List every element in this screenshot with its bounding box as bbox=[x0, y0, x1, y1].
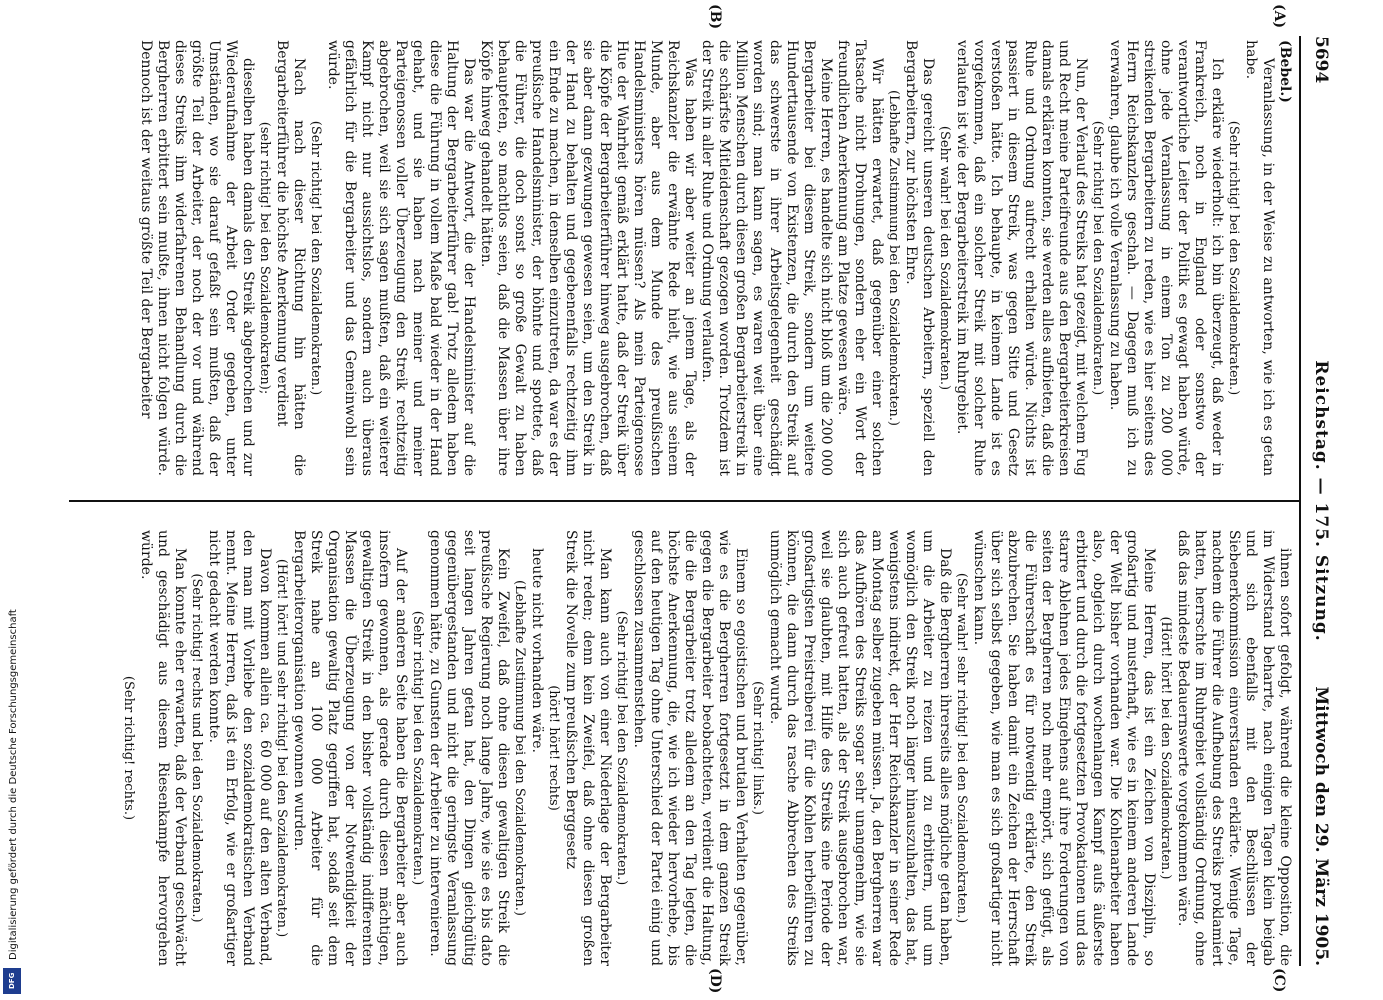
page-number: 5694 bbox=[1311, 36, 1331, 84]
left-paragraph: Ich erkläre wiederholt: ich bin überzeugt, daß weder in Frankreich, noch in England oder sonstwo der verantwortliche Leiter der Politik es gewagt haben würde, ohne jede Veranlassung in einem Ton zu 200 000 streikenden Bergarbeitern zu reden, wie es hier seitens des Herrn Reichskanzlers geschah. — Dagegen muß ich zu verwahren, glaube ich volle Veranlassung zu haben. bbox=[1107, 40, 1225, 476]
left-interjection: (sehr richtig! bei den Sozialdemokraten); bbox=[257, 121, 272, 395]
right-interjection: (hört! hört! rechts) bbox=[546, 685, 561, 811]
right-interjection: (Sehr wahr! sehr richtig! bei den Sozialdemokraten.) bbox=[954, 572, 969, 924]
left-paragraph: Veranlassung, in der Weise zu antworten, wie ich es getan habe. bbox=[1243, 40, 1276, 476]
margin-marker-b: (B) bbox=[707, 4, 723, 30]
left-text-column bbox=[73, 40, 1293, 476]
right-paragraph: Meine Herren, das ist ein Zeichen von Disziplin, so großartig und musterhaft, wie es in keinem anderen Lande der Welt bisher vorhanden war. Die Kohlenarbeiter haben also, obgleich durch wochenlangen Kampf aufs äußerste erbittert und durch die fortgesetzten Provokationen und das starre Ablehnen jedes Eingehens auf ihre Forderungen von seiten der Bergherren noch mehr empört, sich gefügt, als die Führerschaft es für notwendig erklärte, den Streik abzubrechen. Sie haben damit ein Zeichen der Herrschaft über sich selbst gegeben, wie man es sich großartiger nicht wünschen kann. bbox=[971, 530, 1157, 966]
left-paragraph: dieselben haben damals den Streik abgebrochen und zur Wiederaufnahme der Arbeit Order gegeben, unter Umständen, wo sie darauf gefaßt sein mußten, daß der größte Teil der Arbeiter, der noch der vor und während dieses Streiks ihm widerfahrenen Behandlung durch die Bergherren erbittert sein mußte, ihnen nicht folgen würde. Dennoch ist der weitaus größte Teil der Bergarbeiter bbox=[138, 40, 256, 476]
dfg-logo: DFG bbox=[3, 968, 21, 994]
right-interjection: (Sehr richtig! rechts.) bbox=[121, 675, 136, 821]
right-interjection: (Sehr richtig! rechts und bei den Sozialdemokraten.) bbox=[189, 573, 204, 923]
right-paragraph: Auf der anderen Seite haben die Bergarbeiter aber auch insofern gewonnen, als gerade durch diesen mächtigen, gewaltigen Streik in den bisher vollständig indifferenten Massen die Überzeugung von der Notwendigkeit der Organisation gewaltig Platz gegriffen hat, sodaß seit dem Streik nahe an 100 000 Arbeiter für die Bergarbeiterorganisation gewonnen wurden. bbox=[291, 530, 409, 966]
left-interjection: (Sehr richtig! bei den Sozialdemokraten.) bbox=[1090, 120, 1105, 396]
left-paragraph: Was haben wir aber weiter an jenem Tage, als der Reichskanzler die erwähnte Rede hielt, wie aus seinem Munde, aber aus dem Munde des preußischen Handelsministers hören müssen? Als mein Parteigenosse Hue der Wahrheit gemäß erklärt hatte, daß der Streik über die Köpfe der Bergarbeiterführer hinweg ausgebrochen, daß sie aber dann gezwungen gewesen seien, um den Streik in der Hand zu behalten und gegebenenfalls rechtzeitig ihm ein Ende zu machen, in denselben einzutreten, da war es der preußische Handelsminister, der höhnte und spottete, daß die Führer, die doch sonst so große Gewalt zu haben behaupteten, so machtlos seien, daß die Massen über ihre Köpfe hinweg gehandelt hätten. bbox=[478, 40, 698, 476]
session-date: Mittwoch den 29. März 1905. bbox=[1311, 686, 1331, 966]
right-interjection: (Sehr richtig! links.) bbox=[750, 681, 765, 815]
left-interjection: (Sehr richtig! bei den Sozialdemokraten.) bbox=[1226, 120, 1241, 396]
column-divider bbox=[69, 500, 1299, 502]
digitization-note bbox=[0, 0, 24, 1000]
right-interjection: (Hört! hört! bei den Sozialdemokraten.) bbox=[1158, 616, 1173, 880]
header-rule bbox=[1299, 36, 1301, 966]
left-speaker-name: (Bebel.) bbox=[1277, 40, 1293, 103]
left-paragraph: Das war die Antwort, die der Handelsminister auf die Haltung der Bergarbeiterführer gab! Trotz alledem haben diese die Führung in vollem Maße bald wieder in der Hand gehabt, und sie haben nach meiner und meiner Parteigenossen voller Überzeugung den Streik rechtzeitig abgebrochen, weil sie sich sagen mußten, daß ein weiterer Kampf nicht nur aussichtslos, sondern auch überaus gefährlich für die Bergarbeiter und das Gemeinwohl sein würde. bbox=[325, 40, 477, 476]
left-interjection: (Lebhafte Zustimmung bei den Sozialdemokraten.) bbox=[886, 90, 901, 426]
margin-marker-a: (A) bbox=[1271, 4, 1287, 29]
page-header bbox=[1301, 36, 1331, 966]
right-interjection: (Hört! hört! und sehr richtig! bei den Sozialdemokraten.) bbox=[274, 558, 289, 938]
right-paragraph: Man kann auch von einer Niederlage der Bergarbeiter nicht reden; denn kein Zweifel, daß ohne diesen großen Streik die Novelle zum preußischen Berggesetz bbox=[563, 530, 613, 966]
right-text-column bbox=[73, 530, 1293, 966]
session-title: Reichstag. — 175. Sitzung. bbox=[1311, 360, 1331, 642]
left-paragraph: Nach nach dieser Richtung hin hätten die Bergarbeiterführer die höchste Anerkennung verdient bbox=[274, 40, 307, 476]
right-interjection: (Lebhafte Zustimmung bei den Sozialdemokraten.) bbox=[512, 580, 527, 916]
right-paragraph: Einem so egoistischen und brutalen Verhalten gegenüber, wie es die Bergherren fortgesetzt in dem ganzen Streik gegen die Bergarbeiter beobachteten, verdient die Haltung, die die Bergarbeiter trotz alledem an den Tag legten, die höchste Anerkennung, die, wie ich wieder hervorhebe, bis auf den heutigen Tag ohne Unterschied der Partei einig und geschlossen zusammenstehen. bbox=[631, 530, 749, 966]
right-paragraph: Davon kommen allein ca. 60 000 auf den alten Verband, den man mit Vorliebe den sozialdemokratischen Verband nennt. Meine Herren, daß ist ein Erfolg, wie er großartiger nicht gedacht werden konnte. bbox=[206, 530, 273, 966]
right-paragraph: Kein Zweifel, daß ohne diesen gewaltigen Streik die preußische Regierung noch lange Jahre, wie sie es bis dato seit langen Jahren getan hat, den Dingen gleichgültig gegenübergestanden und nicht die geringste Veranlassung genommen hätte, zu Gunsten der Arbeiter zu intervenieren. bbox=[427, 530, 511, 966]
digitization-text: Digitalisierung gefördert durch die Deutsche Forschungsgemeinschaft bbox=[8, 609, 19, 960]
right-paragraph: Man konnte eher erwarten, daß der Verband geschwächt und geschädigt aus diesem Riesenkampfe hervorgehen würde. bbox=[138, 530, 188, 966]
left-interjection: (Sehr wahr! bei den Sozialdemokraten.) bbox=[937, 125, 952, 391]
right-paragraph: ihnen sofort gefolgt, während die kleine Opposition, die im Widerstand beharrte, nach einigen Tagen klein beigab und sich ebenfalls mit den Beschlüssen der Siebenerkommission einverstanden erklärte. Wenige Tage, nachdem die Führer die Aufhebung des Streiks proklamiert hatten, herrschte im Ruhrgebiet vollständig Ordnung, ohne daß das mindeste Bedauernswerte vorgekommen wäre. bbox=[1175, 530, 1293, 966]
margin-marker-d: (D) bbox=[707, 968, 723, 994]
left-paragraph: Das gereicht unseren deutschen Arbeitern, speziell den Bergarbeitern, zur höchsten Ehre. bbox=[903, 40, 936, 476]
right-interjection: (Sehr richtig! bei den Sozialdemokraten.) bbox=[410, 610, 425, 886]
left-interjection: (Sehr richtig! bei den Sozialdemokraten.) bbox=[308, 120, 323, 396]
left-paragraph: Nun, der Verlauf des Streiks hat gezeigt, mit welchem Fug und Recht meine Parteifreunde aus den Bergarbeiterkreisen damals erklären konnten, sie werden alles aufbieten, daß die Ruhe und Ordnung aufrecht erhalten würde. Nichts ist passiert in diesem Streik, was gegen Sitte und Gesetz verstoßen hätte. Ich behaupte, in keinem Lande ist es vorgekommen, daß ein solcher Streik mit solcher Ruhe verlaufen ist wie der Bergarbeiterstreik im Ruhrgebiet. bbox=[954, 40, 1089, 476]
right-paragraph: Daß die Bergherren ihrerseits alles mögliche getan haben, um die Arbeiter zu reizen und zu erbittern, und um womöglich den Streik noch länger hinauszuhalten, das hat, wenigstens indirekt, der Herr Reichskanzler in seiner Rede am Montag selber zugeben müssen. Ja, den Bergherren war das Aufhören des Streiks sogar sehr unangenehm, wie sie sich auch gefreut hatten, als der Streik ausgebrochen war, weil sie glaubten, mit Hilfe des Streiks eine Periode der großartigsten Preistreiberei für die Kohlen herbeiführen zu können, die dann durch das rasche Abbrechen des Streiks unmöglich gemacht wurde. bbox=[767, 530, 953, 966]
margin-marker-c: (C) bbox=[1271, 968, 1287, 993]
right-interjection: (Sehr richtig! bei den Sozialdemokraten.) bbox=[614, 610, 629, 886]
left-paragraph: Meine Herren, es handelte sich nicht bloß um die 200 000 Bergarbeiter bei diesem Streik, sondern um weitere Hunderttausende von Existenzen, die durch den Streik auf das schwerste in ihrer Arbeitsgelegenheit geschädigt worden sind; man kann sagen, es waren weit über eine Million Menschen durch diesen großen Bergarbeiterstreik in die schärfste Mitleidenschaft gezogen worden. Trotzdem ist der Streik in aller Ruhe und Ordnung verlaufen. bbox=[699, 40, 834, 476]
left-paragraph: Wir hätten erwartet, daß gegenüber einer solchen Tatsache nicht Drohungen, sondern eher ein Wort der freundlichen Anerkennung am Platze gewesen wäre. bbox=[835, 40, 885, 476]
right-paragraph: heute nicht vorhanden wäre. bbox=[529, 548, 545, 753]
